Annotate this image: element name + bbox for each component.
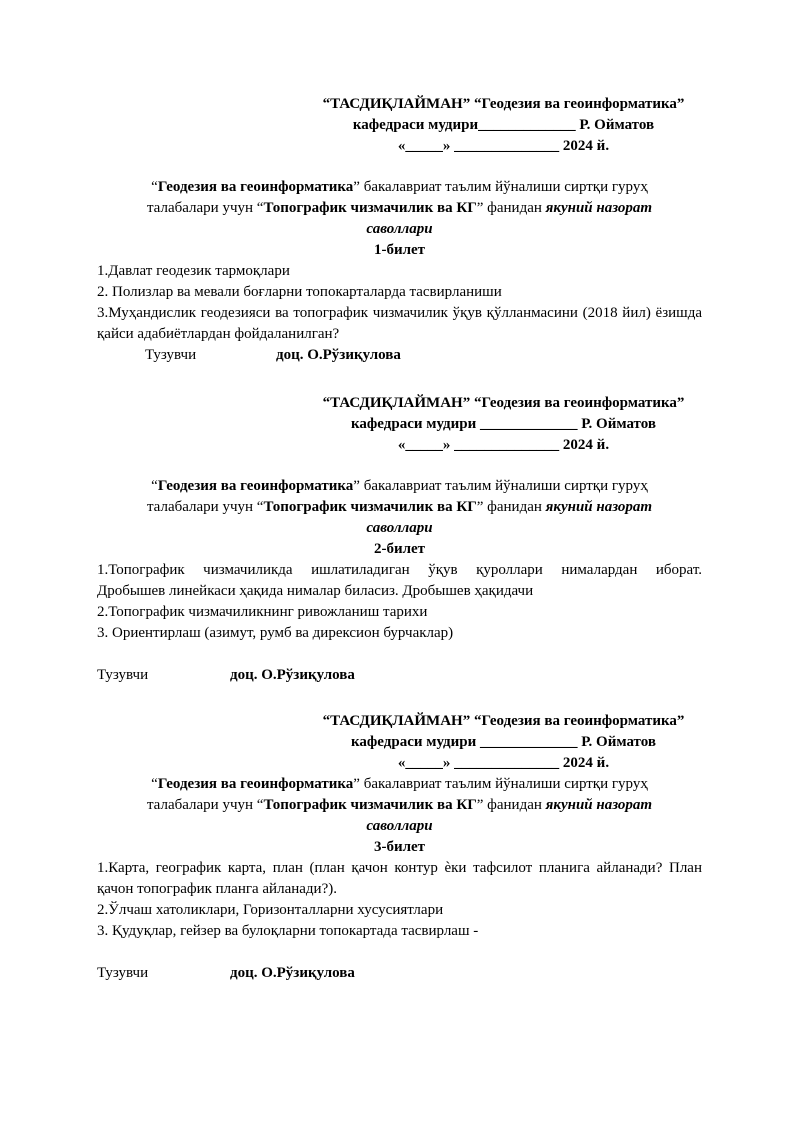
ticket-intro xyxy=(97,177,702,240)
question-item: 3. Ориентирлаш (азимут, румб ва дирексион бурчаклар) xyxy=(97,625,454,641)
ticket-number: 2-билет xyxy=(373,541,426,557)
department-name: Геодезия ва геоинформатика xyxy=(157,478,354,494)
intro-line-3: саволлари xyxy=(366,221,433,237)
department-name: Геодезия ва геоинформатика xyxy=(157,179,354,195)
question-list xyxy=(97,560,702,644)
intro-line-2: талабалари учун “Топографик чизмачилик ва КГ” фанидан якуний назорат xyxy=(146,200,653,216)
approval-line-1: “ТАСДИҚЛАЙМАН” “Геодезия ва геоинформатика” xyxy=(322,713,685,729)
approval-line-3: «_____» ______________ 2024 й. xyxy=(397,138,610,154)
signature-line xyxy=(97,665,702,686)
final-control-label: якуний назорат xyxy=(545,200,653,216)
question-item: Дробышев линейкаси ҳақида нималар биласиз. Дробышев ҳақидачи xyxy=(97,583,534,599)
ticket-number: 1-билет xyxy=(373,242,426,258)
intro-line-1: “Геодезия ва геоинформатика” бакалавриат таълим йўналиши сиртқи гуруҳ xyxy=(151,478,648,494)
intro-line-1: “Геодезия ва геоинформатика” бакалавриат таълим йўналиши сиртқи гуруҳ xyxy=(151,776,648,792)
final-control-label: якуний назорат xyxy=(545,797,653,813)
question-item: 1.Давлат геодезик тармоқлари xyxy=(97,263,290,279)
subject-name: Топографик чизмачилик ва КГ xyxy=(263,797,477,813)
ticket-intro xyxy=(97,774,702,837)
signature-author: доц. О.Рўзиқулова xyxy=(230,965,355,981)
question-item: 3.Муҳандислик геодезияси ва топографик чизмачилик ўқув қўлланмасини (2018 йил) ёзишда қайси адабиётлардан фойдаланилган? xyxy=(97,305,702,342)
exam-ticket-1 xyxy=(97,94,702,366)
ticket-intro xyxy=(97,476,702,539)
signature-label: Тузувчи xyxy=(145,347,197,363)
approval-line-2: кафедраси мудири _____________ Р. Ойматов xyxy=(351,734,656,750)
intro-line-2: талабалари учун “Топографик чизмачилик ва КГ” фанидан якуний назорат xyxy=(146,797,653,813)
exam-ticket-3 xyxy=(97,711,702,984)
approval-line-1: “ТАСДИҚЛАЙМАН” “Геодезия ва геоинформатика” xyxy=(322,96,685,112)
question-list xyxy=(97,261,702,345)
question-item: 1.Карта, географик карта, план (план қачон контур ѐки тафсилот планига айланади? План қачон топографик планга айланади?). xyxy=(97,860,702,897)
signature-label: Тузувчи xyxy=(97,667,149,683)
approval-line-3: «_____» ______________ 2024 й. xyxy=(397,755,610,771)
signature-label: Тузувчи xyxy=(97,965,149,981)
intro-line-3: саволлари xyxy=(366,520,433,536)
signature-line xyxy=(145,345,702,366)
approval-block xyxy=(305,94,702,157)
signature-author: доц. О.Рўзиқулова xyxy=(230,667,355,683)
question-item: 3. Қудуқлар, гейзер ва булоқларни топокартада тасвирлаш - xyxy=(97,923,479,939)
final-control-label: якуний назорат xyxy=(545,499,653,515)
question-item: 2.Топографик чизмачиликнинг ривожланиш тарихи xyxy=(97,604,428,620)
signature-line xyxy=(97,963,702,984)
exam-ticket-2 xyxy=(97,393,702,686)
subject-name: Топографик чизмачилик ва КГ xyxy=(263,499,477,515)
question-item: 2. Полизлар ва мевали боғларни топокарталарда тасвирланиши xyxy=(97,284,502,300)
ticket-number: 3-билет xyxy=(373,839,426,855)
intro-line-3: саволлари xyxy=(366,818,433,834)
approval-line-2: кафедраси мудири _____________ Р. Ойматов xyxy=(351,416,656,432)
approval-block xyxy=(305,393,702,456)
approval-block xyxy=(305,711,702,774)
approval-line-3: «_____» ______________ 2024 й. xyxy=(397,437,610,453)
intro-line-1: “Геодезия ва геоинформатика” бакалавриат таълим йўналиши сиртқи гуруҳ xyxy=(151,179,648,195)
question-list xyxy=(97,858,702,942)
subject-name: Топографик чизмачилик ва КГ xyxy=(263,200,477,216)
approval-line-2: кафедраси мудири_____________ Р. Ойматов xyxy=(352,117,655,133)
question-item: 2.Ўлчаш хатоликлари, Горизонталларни хусусиятлари xyxy=(97,902,444,918)
department-name: Геодезия ва геоинформатика xyxy=(157,776,354,792)
approval-line-1: “ТАСДИҚЛАЙМАН” “Геодезия ва геоинформатика” xyxy=(322,395,685,411)
intro-line-2: талабалари учун “Топографик чизмачилик ва КГ” фанидан якуний назорат xyxy=(146,499,653,515)
signature-author: доц. О.Рўзиқулова xyxy=(276,347,401,363)
question-item: 1.Топографик чизмачиликда ишлатиладиган ўқув қуроллари нималардан иборат. xyxy=(97,562,702,578)
